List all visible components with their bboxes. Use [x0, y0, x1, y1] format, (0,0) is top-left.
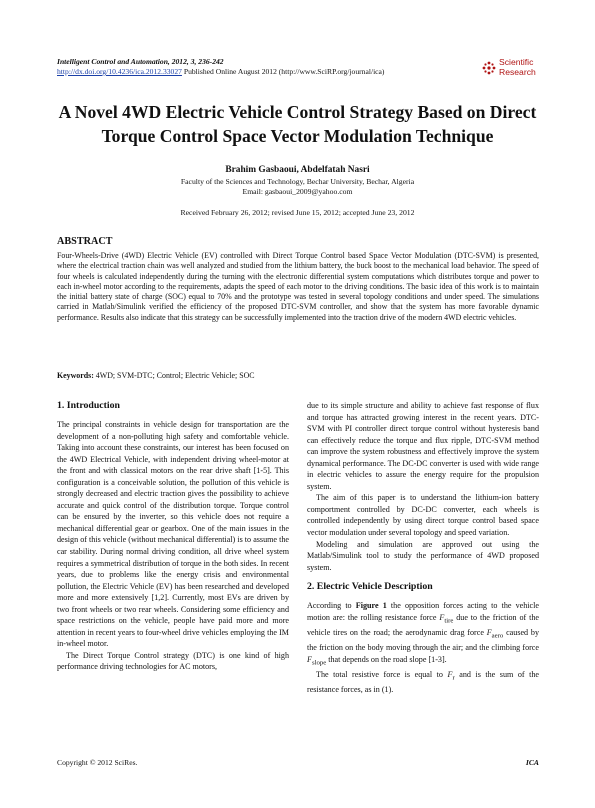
- journal-abbreviation: ICA: [525, 758, 539, 767]
- intro-paragraph-4: The aim of this paper is to understand the lithium-ion battery comportment controlled by DC-DC converter, each wheels is controlled independently by using direct torque control based space vector modulation under several topology and speed variation.: [307, 493, 539, 538]
- text-span: and is the sum of the resistance forces, as in (1).: [307, 669, 539, 694]
- force-symbol: F: [486, 627, 492, 637]
- figure-1-reference: Figure 1: [355, 601, 387, 611]
- email: Email: gasbaoui_2009@yahoo.com: [242, 187, 353, 196]
- doi-line: [57, 67, 384, 77]
- force-symbol: F: [447, 669, 453, 679]
- abstract-text: Four-Wheels-Drive (4WD) Electric Vehicle (EV) controlled with Direct Torque Control based Space Vector Modulation (DTC-SVM) is presented, where the electrical traction chain was well analyzed and studied from the lithium battery, the buck boost to the mechanical load behavior. The speed of four wheels is calculated independently during the turning with the electronic differential system computations which distributes torque and power to each in-wheel motor according to the requirements, adapts the speed of each motor to the driving conditions. The basic idea of this work is to maintain the initial battery state of charge (SOC) equal to 70% and the prototype was tested in several topology conditions and under speed. The simulations carried in Matlab/Simulink verified the efficiency of the proposed DTC-SVM controller, and show that the system has more favorable dynamic performance. Results also indicate that this strategy can be successfully implemented into the traction drive of the modern 4WD electric vehicles.: [57, 251, 539, 322]
- section-1-title: 1. Introduction: [57, 400, 120, 411]
- section-2-paragraph-2: [307, 669, 539, 696]
- intro-paragraph-3: due to its simple structure and ability to achieve fast response of flux and torque has attracted growing interest in the recent years. DTC-SVM with PI controller direct torque control without hysteresis band can effectively reduce the torque and flux ripple, DTC-SVM method can improve the system robustness and effectively improve the system dynamical performance. The DC-DC converter is used with wide range in electric vehicles to assure the energy require for the propulsion system.: [307, 401, 539, 491]
- text-span: The total resistive force is equal to: [316, 669, 448, 679]
- intro-paragraph-5: Modeling and simulation are approved out using the Matlab/Simulink tool to study the performance of 4WD proposed system.: [307, 539, 539, 572]
- doi-link[interactable]: http://dx.doi.org/10.4236/ica.2012.33027: [57, 67, 182, 76]
- journal-citation: Intelligent Control and Automation, 2012, 3, 236-242: [57, 57, 224, 66]
- force-symbol: F: [307, 654, 312, 664]
- copyright: Copyright © 2012 SciRes.: [57, 758, 138, 767]
- section-2-paragraph-1: [307, 600, 539, 669]
- journal-header: [57, 57, 384, 77]
- keywords-list: 4WD; SVM-DTC; Control; Electric Vehicle; SOC: [93, 371, 255, 380]
- force-symbol: F: [439, 612, 445, 622]
- logo-line-1: Scientific: [499, 57, 534, 67]
- affiliation: Faculty of the Sciences and Technology, Bechar University, Bechar, Algeria: [180, 177, 415, 186]
- scirp-logo-icon: [482, 61, 496, 75]
- right-column: [307, 400, 539, 695]
- authors: Brahim Gasbaoui, Abdelfatah Nasri: [225, 165, 370, 175]
- text-span: According to: [307, 601, 356, 611]
- left-column: [57, 400, 289, 673]
- keywords-label: Keywords:: [57, 371, 94, 380]
- force-subscript: aero: [491, 632, 504, 640]
- section-2-title: 2. Electric Vehicle Description: [307, 581, 433, 593]
- text-span: the opposition forces acting to the vehicle motion are: the rolling resistance force: [307, 601, 539, 622]
- text-span: caused by the friction on the body moving through the air; and the climbing force: [307, 627, 539, 653]
- affiliation-block: [0, 177, 595, 197]
- logo-line-2: Research: [499, 66, 536, 77]
- force-subscript: slope: [311, 659, 327, 667]
- text-span: that depends on the road slope [1-3].: [326, 654, 447, 664]
- force-subscript: tire: [444, 617, 454, 625]
- text-span: due to the friction of the vehicle tires on the road; the aerodynamic drag force: [307, 612, 539, 637]
- keywords: [57, 371, 539, 380]
- abstract-heading: ABSTRACT: [57, 236, 113, 247]
- intro-paragraph-2: The Direct Torque Control strategy (DTC) is one kind of high performance driving technologies for AC motors,: [57, 650, 289, 672]
- published-online: Published Online August 2012 (http://www.SciRP.org/journal/ica): [181, 67, 385, 76]
- force-subscript: r: [452, 674, 455, 682]
- received-dates: Received February 26, 2012; revised June 15, 2012; accepted June 23, 2012: [180, 208, 415, 217]
- paper-title: A Novel 4WD Electric Vehicle Control Strategy Based on Direct Torque Control Space Vector Modulation Technique: [58, 102, 537, 146]
- logo-wordmark: [499, 58, 536, 77]
- publisher-logo: [482, 58, 536, 77]
- intro-paragraph-1: The principal constraints in vehicle design for transportation are the development of a non-polluting high safety and comfortable vehicle. Taking into account these constraints, our interest has been focused on the 4WD Electrical Vehicle, with independent driving wheel-motor at the front and with classical motors on the rear drive shaft [1-5]. This configuration is a conceivable solution, the pollution of this vehicle is strongly decreased and electric traction gives the possibility to achieve accurate and quick control of the distribution torque. Torque control can be ensured by the inverter, so this vehicle does not require a mechanical differential gear or gearbox. One of the main issues in the design of this vehicle (without mechanical differential) is to assume the car stability. During normal driving condition, all drive wheel system requires a symmetrical distribution of torque in the both sides. In recent years, due to problems like the energy crisis and environmental pollution, the Electric Vehicle (EV) has been researched and developed more and more extensively [1,2]. Currently, most EVs are driven by two front wheels or two rear wheels. Considering some efficiency and space restrictions on the vehicle, people have paid more and more attention in recent years to four-wheel drive vehicles employing the IM in-wheel motor.: [57, 420, 289, 649]
